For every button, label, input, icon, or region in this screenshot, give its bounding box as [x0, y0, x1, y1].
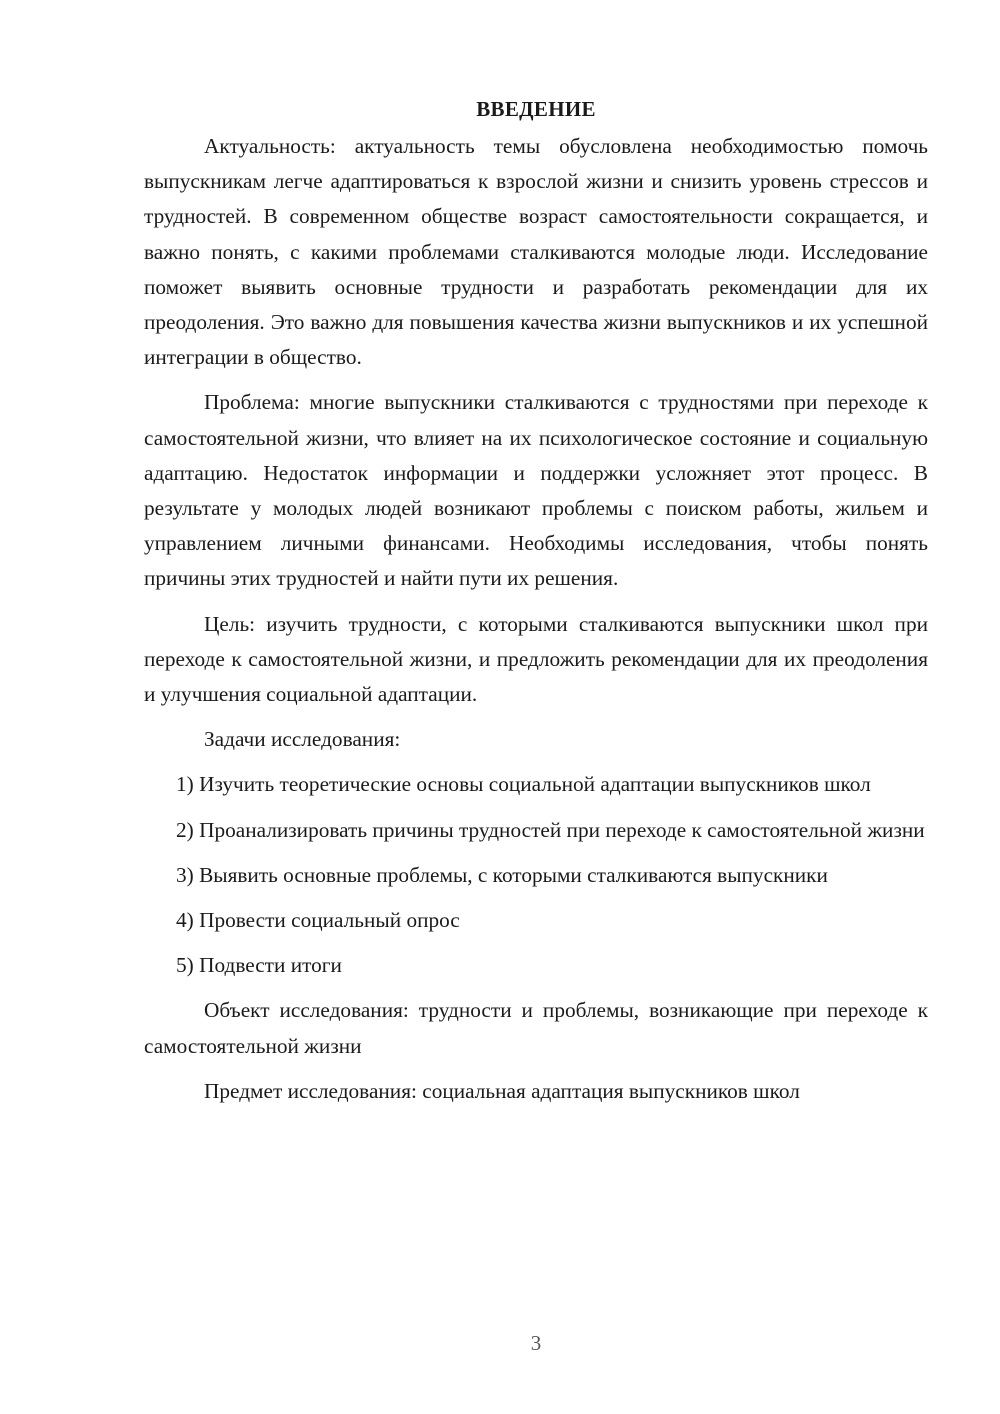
tasks-heading: Задачи исследования:	[204, 727, 401, 752]
paragraph-problem: Проблема: многие выпускники сталкиваются с трудностями при переходе к самостоятельной жизни, что влияет на их психологическое состояние и социальную адаптацию. Недостаток информации и поддержки усложняет этот процесс. В результате у молодых людей возникают проблемы с поиском работы, жильем и управлением личными финансами. Необходимы исследования, чтобы понять причины этих трудностей и найти пути их решения.	[144, 390, 928, 591]
paragraph-relevance: Актуальность: актуальность темы обусловлена необходимостью помочь выпускникам легче адаптироваться к взрослой жизни и снизить уровень стрессов и трудностей. В современном обществе возраст самостоятельности сокращается, и важно понять, с какими проблемами сталкиваются молодые люди. Исследование поможет выявить основные трудности и разработать рекомендации для их преодоления. Это важно для повышения качества жизни выпускников и их успешной интеграции в общество.	[144, 134, 928, 370]
task-item-4: 4) Провести социальный опрос	[176, 908, 460, 933]
paragraph-object: Объект исследования: трудности и проблемы, возникающие при переходе к самостоятельной жизни	[144, 998, 928, 1058]
task-item-5: 5) Подвести итоги	[176, 953, 342, 978]
document-page	[144, 92, 928, 1119]
task-item-3: 3) Выявить основные проблемы, с которыми сталкиваются выпускники	[176, 862, 828, 887]
paragraph-goal: Цель: изучить трудности, с которыми сталкиваются выпускники школ при переходе к самостоятельной жизни, и предложить рекомендации для их преодоления и улучшения социальной адаптации.	[144, 611, 928, 707]
section-title: ВВЕДЕНИЕ	[476, 97, 596, 121]
page-number: 3	[530, 1331, 542, 1355]
task-item-1: 1) Изучить теоретические основы социальной адаптации выпускников школ	[176, 772, 871, 797]
paragraph-subject: Предмет исследования: социальная адаптация выпускников школ	[204, 1078, 800, 1103]
task-item-2: 2) Проанализировать причины трудностей при переходе к самостоятельной жизни	[176, 817, 925, 842]
